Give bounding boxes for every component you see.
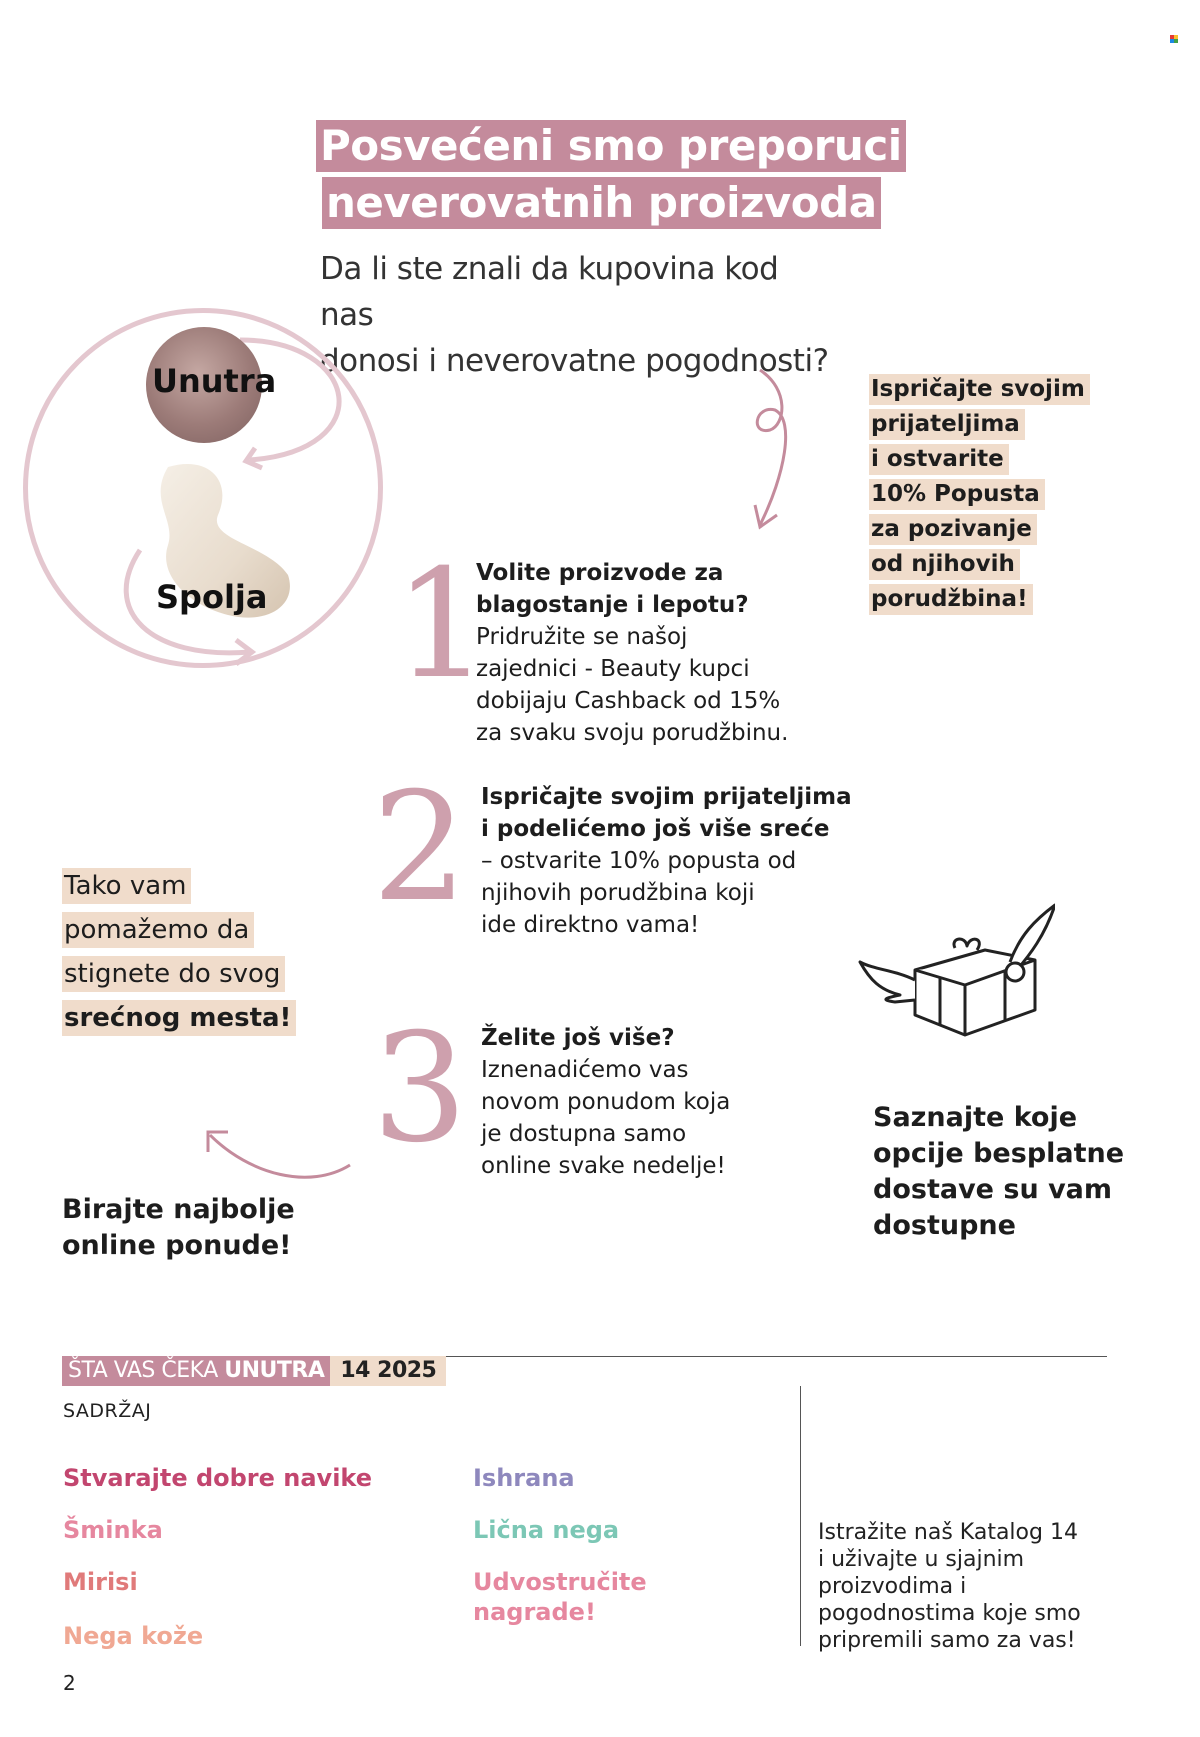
toc-item[interactable]: Šminka — [63, 1516, 163, 1544]
corner-logo-mark — [1170, 35, 1178, 43]
highlight-line: Tako vam — [62, 868, 191, 904]
section-tag — [62, 1356, 446, 1386]
toc-heading: SADRŽAJ — [63, 1400, 152, 1422]
step-body-line: ide direktno vama! — [481, 912, 700, 938]
note-line: i uživajte u sjajnim — [818, 1547, 1025, 1572]
winged-gift-icon — [855, 900, 1055, 1050]
toc-item[interactable]: Ishrana — [473, 1464, 575, 1492]
referral-highlight — [869, 374, 1090, 619]
section-tag-bold: UNUTRA — [224, 1358, 325, 1383]
highlight-line: pomažemo da — [62, 912, 254, 948]
label-outside: Spolja — [156, 578, 268, 616]
note-line: pripremili samo za vas! — [818, 1628, 1076, 1653]
catalog-note — [818, 1519, 1088, 1654]
step-body-line: zajednici - Beauty kupci — [476, 656, 750, 682]
step-body-line: dobijaju Cashback od 15% — [476, 688, 781, 714]
step-body-line: za svaku svoju porudžbinu. — [476, 720, 789, 746]
step-heading: Želite još više? — [481, 1025, 675, 1051]
page-title-line-2: neverovatnih proizvoda — [322, 177, 881, 229]
happy-place-highlight — [62, 868, 296, 1044]
curved-arrow-icon — [200, 1120, 360, 1190]
step-3-text — [481, 1022, 730, 1182]
toc-item[interactable]: Nega kože — [63, 1622, 204, 1650]
highlight-line: i ostvarite — [869, 444, 1009, 475]
curly-arrow-icon — [745, 365, 805, 535]
toc-item[interactable]: Stvarajte dobre navike — [63, 1464, 373, 1492]
free-delivery-cta — [873, 1100, 1133, 1244]
cta-line: opcije besplatne — [873, 1138, 1125, 1169]
step-1-text — [476, 557, 788, 749]
highlight-line: 10% Popusta — [869, 479, 1045, 510]
highlight-line: porudžbina! — [869, 584, 1033, 615]
step-body-line: Iznenadićemo vas — [481, 1057, 689, 1083]
page-number: 2 — [63, 1671, 76, 1695]
step-number-1: 1 — [394, 538, 490, 712]
step-heading: blagostanje i lepotu? — [476, 592, 749, 618]
step-number-3: 3 — [372, 1002, 468, 1176]
cta-line: dostupne — [873, 1210, 1016, 1241]
cta-line: Saznajte koje — [873, 1102, 1078, 1133]
step-body-line: njihovih porudžbina koji — [481, 880, 755, 906]
step-body-line: novom ponudom koja — [481, 1089, 731, 1115]
toc-item[interactable]: Udvostručite nagrade! — [473, 1568, 647, 1626]
step-body-line: – ostvarite 10% popusta od — [481, 848, 797, 874]
step-body-line: je dostupna samo — [481, 1121, 687, 1147]
section-tag-issue: 14 2025 — [330, 1356, 446, 1386]
step-number-2: 2 — [372, 761, 468, 935]
cta-line: dostave su vam — [873, 1174, 1113, 1205]
step-heading: Volite proizvode za — [476, 560, 724, 586]
highlight-line: stignete do svog — [62, 956, 285, 992]
toc-item[interactable]: Lična nega — [473, 1516, 620, 1544]
highlight-line: Ispričajte svojim — [869, 374, 1090, 405]
note-line: pogodnostima koje smo — [818, 1601, 1081, 1626]
step-body-line: online svake nedelje! — [481, 1153, 726, 1179]
note-line: Istražite naš Katalog 14 — [818, 1520, 1078, 1545]
label-inside: Unutra — [152, 362, 277, 400]
page-title-line-1: Posvećeni smo preporuci — [316, 120, 906, 172]
step-heading: i podelićemo još više sreće — [481, 816, 830, 842]
cta-line: online ponude! — [62, 1230, 292, 1261]
highlight-line: srećnog mesta! — [62, 1000, 296, 1036]
highlight-line: od njihovih — [869, 549, 1020, 580]
highlight-line: za pozivanje — [869, 514, 1037, 545]
step-body-line: Pridružite se našoj — [476, 624, 688, 650]
step-2-text — [481, 781, 852, 941]
toc-item[interactable]: Mirisi — [63, 1568, 138, 1596]
section-tag-label — [62, 1356, 330, 1386]
note-line: proizvodima i — [818, 1574, 967, 1599]
column-divider — [800, 1386, 801, 1646]
section-tag-prefix: ŠTA VAS ČEKA — [68, 1358, 225, 1383]
cta-line: Birajte najbolje — [62, 1194, 295, 1225]
subtitle-line: donosi i neverovatne pogodnosti? — [320, 343, 829, 379]
page-subtitle — [320, 246, 840, 384]
subtitle-line: Da li ste znali da kupovina kod nas — [320, 251, 779, 333]
step-heading: Ispričajte svojim prijateljima — [481, 784, 852, 810]
online-offers-cta — [62, 1192, 295, 1264]
highlight-line: prijateljima — [869, 409, 1025, 440]
